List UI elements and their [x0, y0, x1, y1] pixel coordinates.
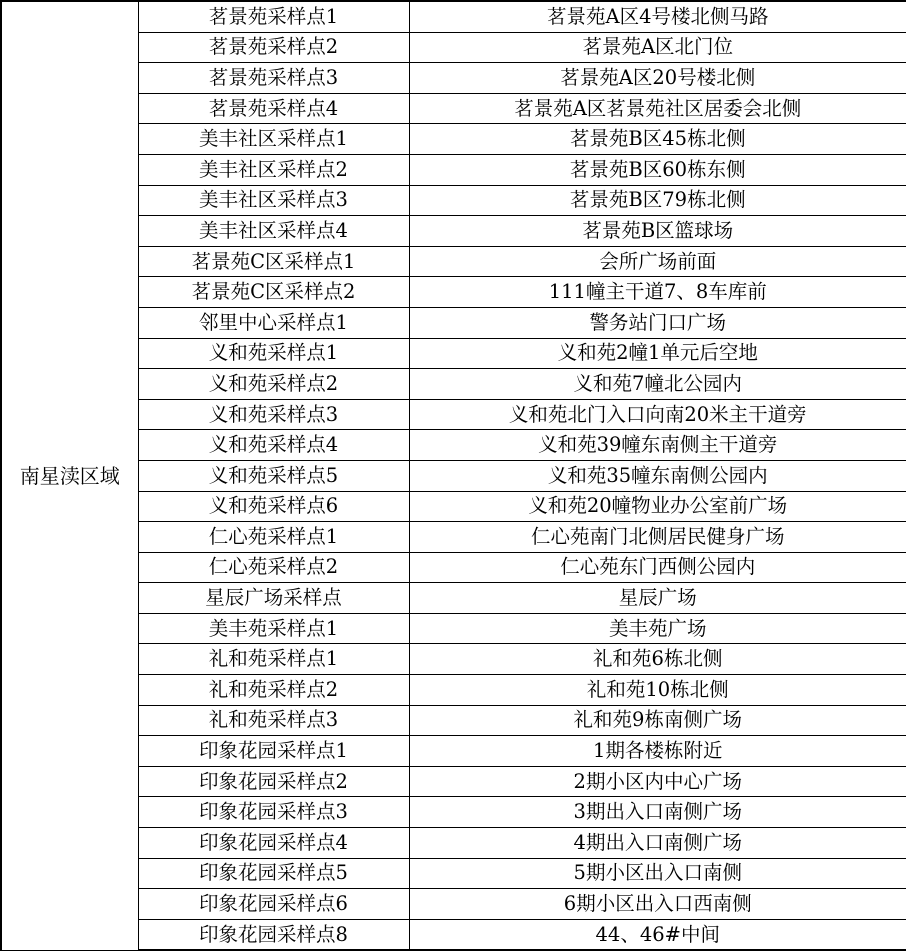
- site-name-cell: 义和苑采样点4: [138, 430, 409, 461]
- site-location-cell: 茗景苑A区4号楼北侧马路: [409, 1, 906, 32]
- site-location-cell: 茗景苑A区20号楼北侧: [409, 63, 906, 94]
- site-location-cell: 2期小区内中心广场: [409, 766, 906, 797]
- site-location-cell: 星辰广场: [409, 583, 906, 614]
- site-location-cell: 礼和苑6栋北侧: [409, 644, 906, 675]
- site-name-cell: 义和苑采样点3: [138, 399, 409, 430]
- site-name-cell: 印象花园采样点2: [138, 766, 409, 797]
- site-location-cell: 义和苑7幢北公园内: [409, 369, 906, 400]
- site-name-cell: 礼和苑采样点1: [138, 644, 409, 675]
- site-location-cell: 3期出入口南侧广场: [409, 797, 906, 828]
- site-name-cell: 印象花园采样点5: [138, 858, 409, 889]
- site-name-cell: 印象花园采样点6: [138, 889, 409, 920]
- site-location-cell: 44、46#中间: [409, 919, 906, 950]
- site-location-cell: 6期小区出入口西南侧: [409, 889, 906, 920]
- site-location-cell: 茗景苑A区茗景苑社区居委会北侧: [409, 93, 906, 124]
- region-cell: 南星渎区域: [1, 1, 138, 950]
- site-name-cell: 美丰社区采样点3: [138, 185, 409, 216]
- site-location-cell: 111幢主干道7、8车库前: [409, 277, 906, 308]
- site-location-cell: 会所广场前面: [409, 246, 906, 277]
- site-location-cell: 美丰苑广场: [409, 613, 906, 644]
- site-location-cell: 礼和苑10栋北侧: [409, 675, 906, 706]
- site-location-cell: 5期小区出入口南侧: [409, 858, 906, 889]
- table-row: [1, 1, 906, 32]
- site-name-cell: 义和苑采样点5: [138, 460, 409, 491]
- site-name-cell: 茗景苑采样点3: [138, 63, 409, 94]
- site-location-cell: 礼和苑9栋南侧广场: [409, 705, 906, 736]
- site-location-cell: 仁心苑东门西侧公园内: [409, 552, 906, 583]
- site-name-cell: 茗景苑C区采样点1: [138, 246, 409, 277]
- site-location-cell: 义和苑2幢1单元后空地: [409, 338, 906, 369]
- site-location-cell: 警务站门口广场: [409, 307, 906, 338]
- table-body: [1, 1, 906, 950]
- site-name-cell: 美丰苑采样点1: [138, 613, 409, 644]
- site-location-cell: 义和苑20幢物业办公室前广场: [409, 491, 906, 522]
- site-location-cell: 茗景苑B区45栋北侧: [409, 124, 906, 155]
- site-location-cell: 茗景苑A区北门位: [409, 32, 906, 63]
- site-name-cell: 茗景苑采样点4: [138, 93, 409, 124]
- site-location-cell: 义和苑39幢东南侧主干道旁: [409, 430, 906, 461]
- site-location-cell: 茗景苑B区79栋北侧: [409, 185, 906, 216]
- site-name-cell: 茗景苑采样点1: [138, 1, 409, 32]
- site-name-cell: 印象花园采样点3: [138, 797, 409, 828]
- site-location-cell: 茗景苑B区60栋东侧: [409, 154, 906, 185]
- site-name-cell: 义和苑采样点2: [138, 369, 409, 400]
- site-name-cell: 义和苑采样点1: [138, 338, 409, 369]
- site-name-cell: 印象花园采样点8: [138, 919, 409, 950]
- site-name-cell: 印象花园采样点1: [138, 736, 409, 767]
- site-name-cell: 星辰广场采样点: [138, 583, 409, 614]
- site-name-cell: 美丰社区采样点2: [138, 154, 409, 185]
- site-name-cell: 仁心苑采样点2: [138, 552, 409, 583]
- site-name-cell: 美丰社区采样点1: [138, 124, 409, 155]
- site-name-cell: 茗景苑采样点2: [138, 32, 409, 63]
- site-name-cell: 礼和苑采样点2: [138, 675, 409, 706]
- site-location-cell: 茗景苑B区篮球场: [409, 216, 906, 247]
- site-name-cell: 茗景苑C区采样点2: [138, 277, 409, 308]
- site-name-cell: 仁心苑采样点1: [138, 522, 409, 553]
- site-location-cell: 1期各楼栋附近: [409, 736, 906, 767]
- site-name-cell: 义和苑采样点6: [138, 491, 409, 522]
- site-location-cell: 仁心苑南门北侧居民健身广场: [409, 522, 906, 553]
- site-location-cell: 4期出入口南侧广场: [409, 828, 906, 859]
- site-location-cell: 义和苑35幢东南侧公园内: [409, 460, 906, 491]
- site-name-cell: 邻里中心采样点1: [138, 307, 409, 338]
- site-name-cell: 印象花园采样点4: [138, 828, 409, 859]
- site-name-cell: 美丰社区采样点4: [138, 216, 409, 247]
- site-location-cell: 义和苑北门入口向南20米主干道旁: [409, 399, 906, 430]
- site-name-cell: 礼和苑采样点3: [138, 705, 409, 736]
